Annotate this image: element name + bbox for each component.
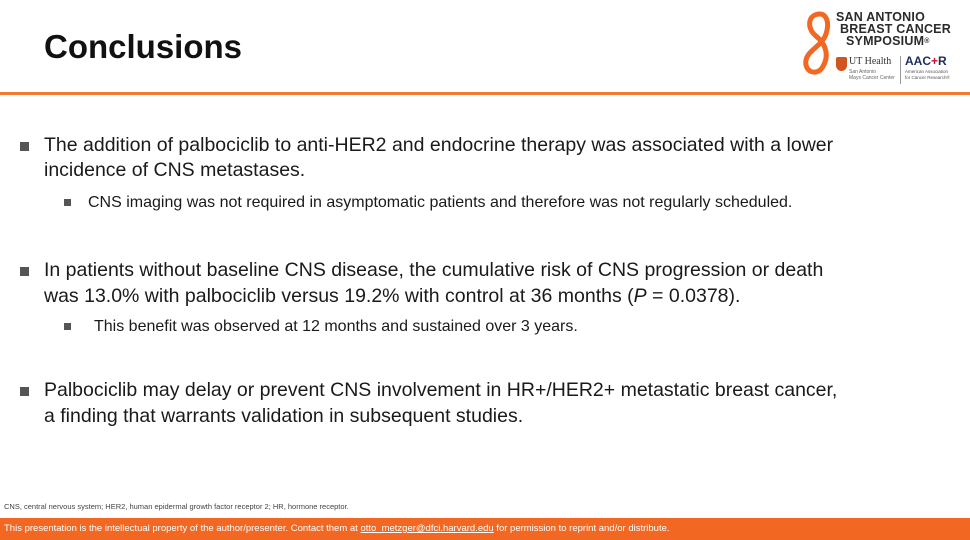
sabcs-logo (800, 10, 960, 88)
bullet-3-line-1: Palbociclib may delay or prevent CNS involvement in HR+/HER2+ metastatic breast cancer, (44, 379, 838, 401)
bullet-2-line-2: was 13.0% with palbociclib versus 19.2% with control at 36 months (P = 0.0378). (44, 285, 741, 307)
sub-bullet-marker (64, 199, 71, 206)
bullet-marker (20, 387, 29, 396)
bullet-1-line-1: The addition of palbociclib to anti-HER2 and endocrine therapy was associated with a lower (44, 134, 834, 156)
contact-email-link[interactable]: otto_metzger@dfci.harvard.edu (360, 523, 494, 534)
aacr-sub-1: American Association (905, 69, 949, 74)
bullet-2-line-1: In patients without baseline CNS disease, the cumulative risk of CNS progression or death (44, 259, 824, 281)
header-rule (0, 92, 970, 95)
logo-line-2: BREAST CANCER (840, 22, 951, 36)
bullet-2-sub: This benefit was observed at 12 months and sustained over 3 years. (94, 318, 578, 335)
bullet-marker (20, 267, 29, 276)
partner-logos (836, 54, 960, 88)
bullet-1-sub: CNS imaging was not required in asymptomatic patients and therefore was not regularly scheduled. (88, 194, 793, 211)
bullet-1-line-2: incidence of CNS metastases. (44, 159, 306, 181)
logo-line-1: SAN ANTONIO (836, 10, 926, 24)
aacr-logo: AAC+R (905, 54, 947, 68)
bullet-marker (20, 142, 29, 151)
ut-health-sub-1: San Antonio (849, 69, 876, 75)
ut-health-name: UT Health (849, 56, 892, 67)
bullet-3-line-2: a finding that warrants validation in subsequent studies. (44, 405, 524, 427)
slide-title: Conclusions (44, 28, 243, 65)
ut-health-sub-2: Mays Cancer Center (849, 75, 895, 81)
logo-line-3: SYMPOSIUM® (846, 34, 930, 48)
sub-bullet-marker (64, 323, 71, 330)
copyright-footer (0, 518, 970, 540)
partner-divider (900, 56, 901, 84)
abbreviations-footnote: CNS, central nervous system; HER2, human epidermal growth factor receptor 2; HR, hormone receptor. (4, 502, 349, 511)
ribbon-eight-icon (800, 10, 834, 76)
ut-shield-icon (836, 57, 847, 71)
footer-text: This presentation is the intellectual property of the author/presenter. Contact them at otto_metzger@dfci.harvard.edu for permission to reprint and/or distribute. (4, 523, 670, 534)
aacr-sub-2: for Cancer Research® (905, 75, 950, 80)
